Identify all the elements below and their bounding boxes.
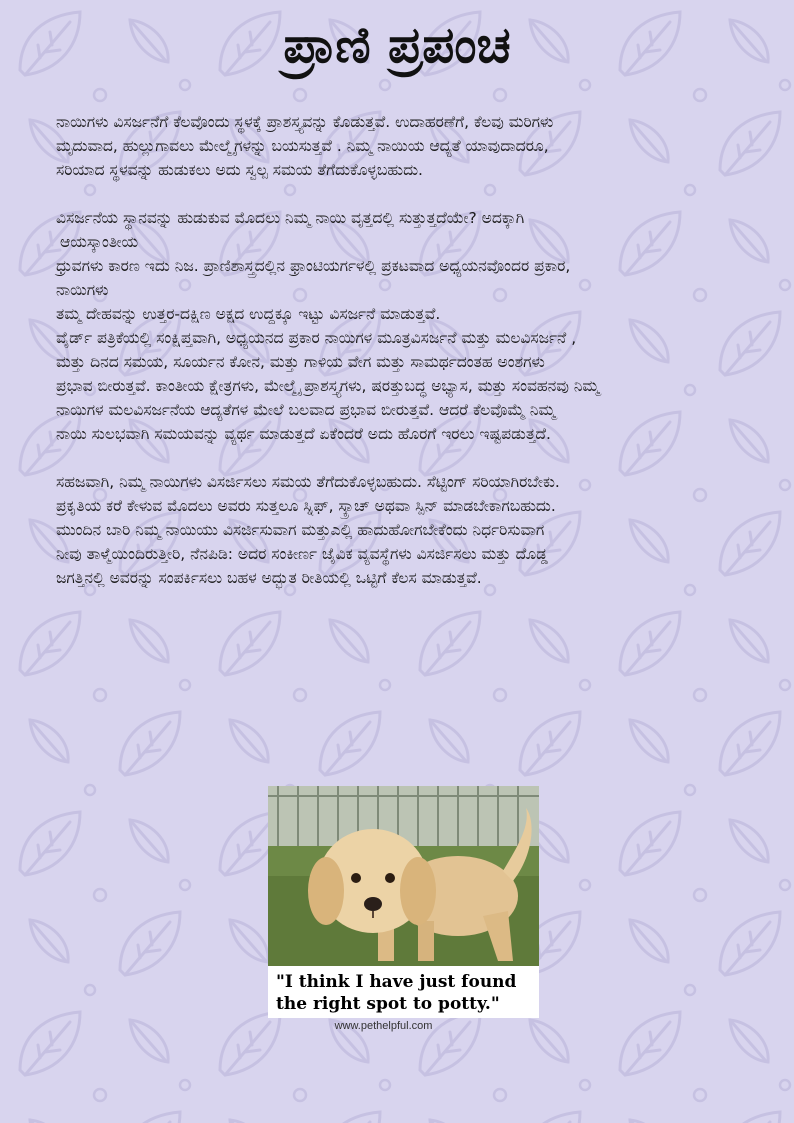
paragraph-3 bbox=[56, 470, 746, 590]
paragraph-line: ಸರಿಯಾದ ಸ್ಥಳವನ್ನು ಹುಡುಕಲು ಅದು ಸ್ವಲ್ಪ ಸಮಯ ತೆಗೆದುಕೊಳ್ಳಬಹುದು. bbox=[56, 161, 423, 179]
paragraph-line: ಮೃದುವಾದ, ಹುಲ್ಲುಗಾವಲು ಮೇಲ್ಮೈಗಳನ್ನು ಬಯಸುತ್ತವೆ . ನಿಮ್ಮ ನಾಯಿಯ ಆದ್ಯತೆ ಯಾವುದಾದರೂ, bbox=[56, 137, 549, 155]
paragraph-line: ಸಹಜವಾಗಿ, ನಿಮ್ಮ ನಾಯಿಗಳು ವಿಸರ್ಜಿಸಲು ಸಮಯ ತೆಗೆದುಕೊಳ್ಳಬಹುದು. ಸೆಟ್ಟಿಂಗ್ ಸರಿಯಾಗಿರಬೇಕು. bbox=[56, 473, 560, 491]
paragraph-line: ನಾಯಿಗಳ ಮಲವಿಸರ್ಜನೆಯ ಆದ್ಯತೆಗಳ ಮೇಲೆ ಬಲವಾದ ಪ್ರಭಾವ ಬೀರುತ್ತವೆ. ಆದರೆ ಕೆಲವೊಮ್ಮೆ ನಿಮ್ಮ bbox=[56, 401, 556, 419]
paragraph-line: ಪ್ರಭಾವ ಬೀರುತ್ತವೆ. ಕಾಂತೀಯ ಕ್ಷೇತ್ರಗಳು, ಮೇಲ್ಮೈ ಪ್ರಾಶಸ್ತ್ಯಗಳು, ಷರತ್ತುಬದ್ಧ ಅಭ್ಯಾಸ, ಮತ್ತು ಸಂವಹನವು ನಿಮ್ಮ bbox=[56, 377, 600, 395]
article-body bbox=[56, 110, 746, 614]
paragraph-line: ವೈರ್ಡ್ ಪತ್ರಿಕೆಯಲ್ಲಿ ಸಂಕ್ಷಿಪ್ತವಾಗಿ, ಅಧ್ಯಯನದ ಪ್ರಕಾರ ನಾಯಿಗಳ ಮೂತ್ರವಿಸರ್ಜನೆ ಮತ್ತು ಮಲವಿಸರ್ಜನೆ , bbox=[56, 329, 577, 347]
image-source-credit: www.pethelpful.com bbox=[334, 1020, 433, 1032]
paragraph-line: ಮತ್ತು ದಿನದ ಸಮಯ, ಸೂರ್ಯನ ಕೋನ, ಮತ್ತು ಗಾಳಿಯ ವೇಗ ಮತ್ತು ಸಾಮರ್ಥದಂತಹ ಅಂಶಗಳು bbox=[56, 353, 545, 371]
puppy-illustration bbox=[268, 786, 539, 1018]
paragraph-line: ಆಯಸ್ಕಾಂತೀಯ bbox=[60, 233, 139, 251]
paragraph-line: ನಾಯಿಗಳು ವಿಸರ್ಜನೆಗೆ ಕೆಲವೊಂದು ಸ್ಥಳಕ್ಕೆ ಪ್ರಾಶಸ್ತ್ಯವನ್ನು ಕೊಡುತ್ತವೆ. ಉದಾಹರಣೆಗೆ, ಕೆಲವು ಮರಿಗಳು bbox=[56, 113, 554, 131]
paragraph-line: ನಾಯಿಗಳು bbox=[56, 281, 109, 299]
paragraph-1 bbox=[56, 110, 746, 182]
page-title: ಪ್ರಾಣಿ ಪ್ರಪಂಚ bbox=[283, 16, 511, 74]
paragraph-line: ವಿಸರ್ಜನೆಯ ಸ್ಥಾನವನ್ನು ಹುಡುಕುವ ಮೊದಲು ನಿಮ್ಮ ನಾಯಿ ವೃತ್ತದಲ್ಲಿ ಸುತ್ತುತ್ತದೆಯೇ? ಅದಕ್ಕಾಗಿ bbox=[56, 209, 525, 227]
paragraph-line: ತಮ್ಮ ದೇಹವನ್ನು ಉತ್ತರ-ದಕ್ಷಿಣ ಅಕ್ಷದ ಉದ್ದಕ್ಕೂ ಇಟ್ಟು ವಿಸರ್ಜನೆ ಮಾಡುತ್ತವೆ. bbox=[56, 305, 441, 323]
paragraph-line: ನಾಯಿ ಸುಲಭವಾಗಿ ಸಮಯವನ್ನು ವ್ಯರ್ಥ ಮಾಡುತ್ತದೆ ಏಕೆಂದರೆ ಅದು ಹೊರಗೆ ಇರಲು ಇಷ್ಟಪಡುತ್ತದೆ. bbox=[56, 425, 551, 443]
paragraph-line: ಧ್ರುವಗಳು ಕಾರಣ ಇದು ನಿಜ. ಪ್ರಾಣಿಶಾಸ್ತ್ರದಲ್ಲಿನ ಫ್ರಾಂಟಿಯರ್ಗಳಲ್ಲಿ ಪ್ರಕಟವಾದ ಅಧ್ಯಯನವೊಂದರ ಪ್ರಕಾರ, bbox=[56, 257, 571, 275]
paragraph-2 bbox=[56, 206, 746, 446]
paragraph-line: ಮುಂದಿನ ಬಾರಿ ನಿಮ್ಮ ನಾಯಿಯು ವಿಸರ್ಜಿಸುವಾಗ ಮತ್ತುಎಲ್ಲಿ ಹಾದುಹೋಗಬೇಕೆಂದು ನಿರ್ಧರಿಸುವಾಗ bbox=[56, 521, 545, 539]
paragraph-line: ಜಗತ್ತಿನಲ್ಲಿ ಅವರನ್ನು ಸಂಪರ್ಕಿಸಲು ಬಹಳ ಅದ್ಭುತ ರೀತಿಯಲ್ಲಿ ಒಟ್ಟಿಗೆ ಕೆಲಸ ಮಾಡುತ್ತವೆ. bbox=[56, 569, 482, 587]
paragraph-line: ನೀವು ತಾಳ್ಮೆಯಿಂದಿರುತ್ತೀರಿ, ನೆನಪಿಡಿ: ಅದರ ಸಂಕೀರ್ಣ ಜೈವಿಕ ವ್ಯವಸ್ಥೆಗಳು ವಿಸರ್ಜಿಸಲು ಮತ್ತು ದೊಡ್ಡ bbox=[56, 545, 548, 563]
caption-line-1: "I think I have just found bbox=[276, 972, 517, 992]
paragraph-line: ಪ್ರಕೃತಿಯ ಕರೆ ಕೇಳುವ ಮೊದಲು ಅವರು ಸುತ್ತಲೂ ಸ್ನಿಫ್, ಸ್ಕ್ರಾಚ್ ಅಥವಾ ಸ್ಪಿನ್ ಮಾಡಬೇಕಾಗಬಹುದು. bbox=[56, 497, 556, 515]
caption-line-2: the right spot to potty." bbox=[276, 994, 500, 1014]
puppy-photo bbox=[268, 786, 539, 1018]
